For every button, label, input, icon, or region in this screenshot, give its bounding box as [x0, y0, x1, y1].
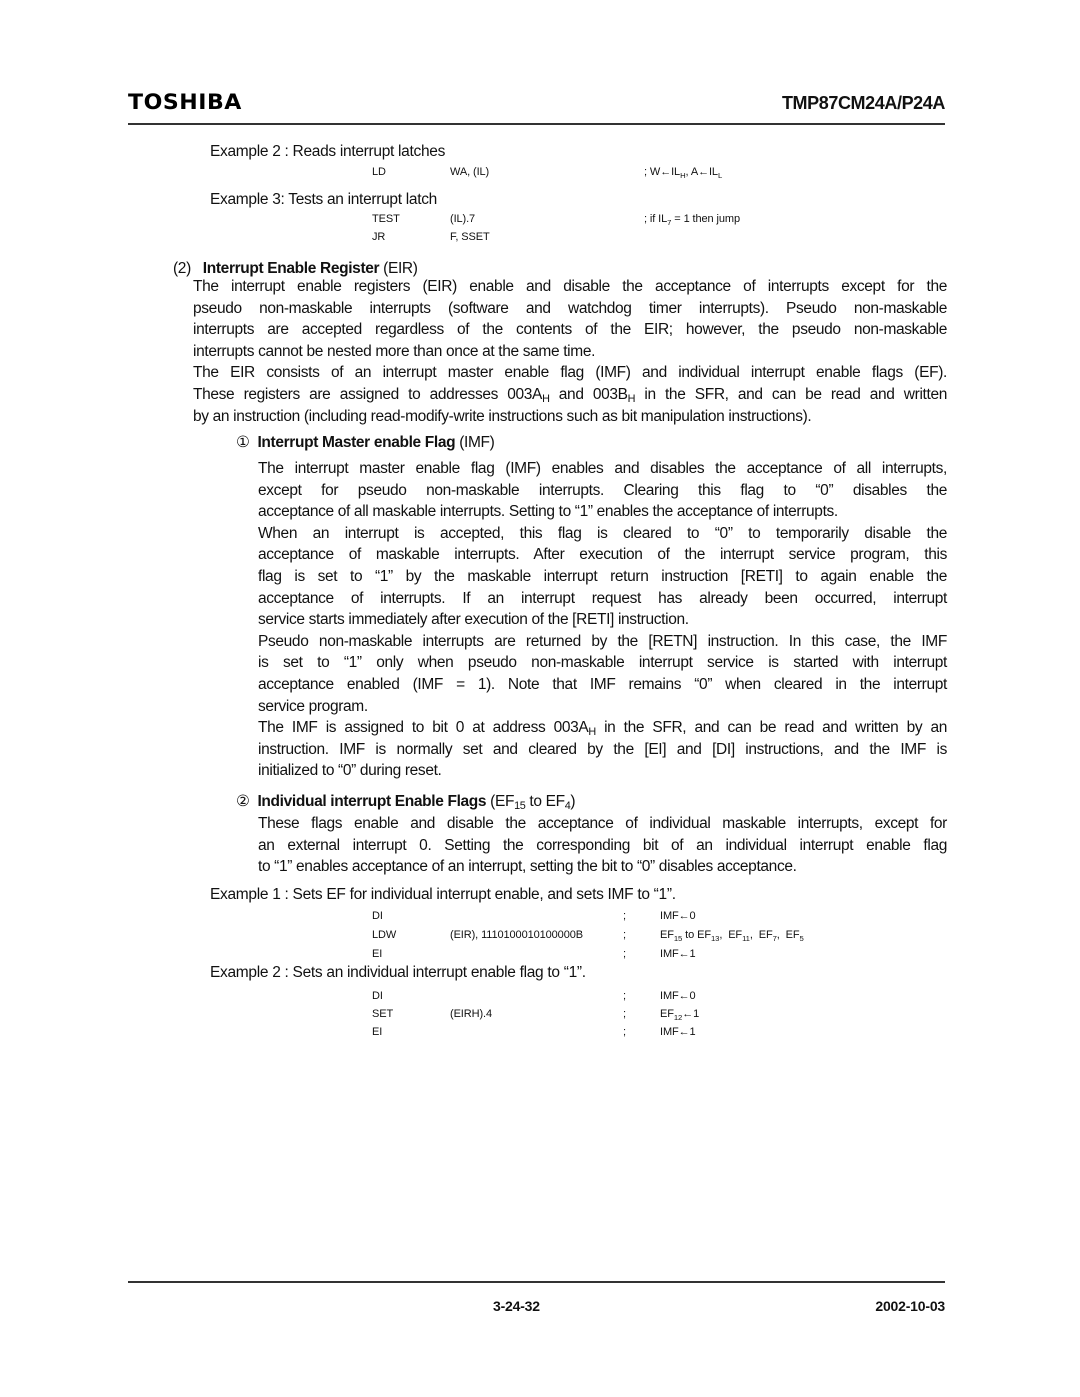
code-sep: ;	[623, 1026, 626, 1038]
document-date: 2002-10-03	[875, 1298, 945, 1314]
code-comment: ; $W\leftarrow IL_H$, $A\leftarrow IL_L$	[644, 166, 723, 180]
header-rule	[128, 123, 945, 125]
text-line: The interrupt master enable flag (IMF) enables and disables the acceptance of all interrupts,	[258, 460, 947, 477]
subsection-heading	[236, 792, 575, 811]
code-sep: ;	[623, 929, 626, 941]
code-op: DI	[372, 990, 383, 1002]
subsection-heading	[236, 433, 494, 452]
code-sep: ;	[623, 990, 626, 1002]
code-sep: ;	[623, 910, 626, 922]
text-line: The interrupt enable registers (EIR) enable and disable the acceptance of interrupts except for the	[193, 278, 947, 295]
text-line: flag is set to “1” by the maskable interrupt return instruction [RETI] to again enable the	[258, 567, 947, 585]
page-number: 3-24-32	[493, 1298, 540, 1314]
text-line: an external interrupt 0. Setting the corresponding bit of an individual interrupt enable flag	[258, 836, 947, 854]
code-arg: WA, (IL)	[450, 166, 490, 178]
text-line: Pseudo non-maskable interrupts are returned by the [RETN] instruction. In this case, the IMF	[258, 632, 947, 650]
section-number: (2)	[173, 260, 191, 277]
code-comment: IMF←0	[660, 910, 696, 922]
code-arg: (EIRH).4	[450, 1008, 492, 1020]
text-line: service starts immediately after execution of the [RETI] instruction.	[258, 611, 689, 629]
text-line: The EIR consists of an interrupt master enable flag (IMF) and individual interrupt enable flags (EF).	[193, 364, 947, 382]
code-op: DI	[372, 910, 383, 922]
example-title: Example 2 : Reads interrupt latches	[210, 143, 446, 160]
company-logo: TOSHIBA	[128, 90, 242, 114]
text-line: The IMF is assigned to bit 0 at address $003A_H$ in the SFR, and can be read and written by an	[258, 719, 947, 739]
code-sep: ;	[623, 1008, 626, 1020]
code-comment: ; if $IL_7 = 1$ then jump	[644, 213, 740, 227]
text-line: except for pseudo non-maskable interrupts. Clearing this flag to “0” disables the	[258, 481, 947, 499]
example-title: Example 2 : Sets an individual interrupt enable flag to “1”.	[210, 964, 586, 981]
text-line: These flags enable and disable the acceptance of individual maskable interrupts, except for	[258, 815, 947, 832]
code-op: EI	[372, 948, 383, 960]
circled-number: ②	[236, 793, 250, 810]
text-line: to “1” enables acceptance of an interrupt, setting the bit to “0” disables acceptance.	[258, 858, 797, 876]
subsection-title-suffix: (IMF)	[455, 434, 495, 451]
text-line: by an instruction (including read-modify-write instructions such as bit manipulation instructions).	[193, 407, 812, 425]
section-title: Interrupt Enable Register	[202, 260, 380, 277]
code-op: LDW	[372, 929, 397, 941]
code-comment: IMF←1	[660, 1026, 696, 1038]
section-title-suffix: (EIR)	[379, 260, 418, 277]
text-line: interrupts are accepted regardless of the contents of the EIR; however, the pseudo non-maskable	[193, 321, 947, 339]
code-arg: F, SSET	[450, 231, 490, 243]
text-line: These registers are assigned to addresses $003A_H$ and $003B_H$ in the SFR, and can be read and written	[193, 385, 947, 405]
subsection-title: Interrupt Master enable Flag	[257, 434, 456, 451]
text-line: interrupts cannot be nested more than once at the same time.	[193, 342, 596, 360]
code-op: LD	[372, 166, 386, 178]
text-line: acceptance of maskable interrupts. After execution of the interrupt service program, this	[258, 546, 947, 564]
code-op: SET	[372, 1008, 394, 1020]
section-paragraph	[193, 276, 947, 427]
code-comment: $EF_{15}$ to $EF_{13}$, $EF_{11}$, $EF_7$, $EF_5$	[660, 929, 804, 943]
part-number: TMP87CM24A/P24A	[781, 93, 945, 113]
text-line: service program.	[258, 697, 368, 715]
code-comment: IMF←0	[660, 990, 696, 1002]
text-line: acceptance of interrupts. If an interrupt request has already been occurred, interrupt	[258, 589, 947, 607]
imf-paragraph	[258, 458, 947, 782]
code-comment: IMF←1	[660, 948, 696, 960]
code-op: TEST	[372, 213, 400, 225]
example-title: Example 3: Tests an interrupt latch	[210, 191, 438, 208]
code-arg: (EIR), 1110100010100000B	[450, 929, 583, 941]
code-arg: (IL).7	[450, 213, 476, 225]
footer-rule	[128, 1281, 945, 1283]
code-sep: ;	[623, 948, 626, 960]
text-line: initialized to “0” during reset.	[258, 762, 442, 780]
text-line: When an interrupt is accepted, this flag is cleared to “0” to temporarily disable the	[258, 524, 947, 542]
code-op: JR	[372, 231, 386, 243]
code-comment: $EF_{12}\leftarrow 1$	[660, 1008, 700, 1022]
ef-paragraph	[258, 813, 947, 878]
text-line: is set to “1” only when pseudo non-maskable interrupt service is started with interrupt	[258, 654, 947, 672]
text-line: acceptance of all maskable interrupts. Setting to “1” enables the acceptance of interrupts.	[258, 503, 838, 521]
subsection-title: Individual interrupt Enable Flags	[257, 793, 487, 810]
text-line: instruction. IMF is normally set and cleared by the [EI] and [DI] instructions, and the IMF is	[258, 740, 947, 758]
example-title: Example 1 : Sets EF for individual interrupt enable, and sets IMF to “1”.	[210, 886, 676, 903]
code-op: EI	[372, 1026, 383, 1038]
text-line: pseudo non-maskable interrupts (software and watchdog timer interrupts). Pseudo non-maskable	[193, 299, 947, 317]
subsection-title-suffix: ($EF_{15}$ to $EF_4$)	[486, 793, 576, 812]
circled-number: ①	[236, 434, 250, 451]
text-line: acceptance enabled (IMF = 1). Note that IMF remains “0” when cleared in the interrupt	[258, 675, 947, 693]
